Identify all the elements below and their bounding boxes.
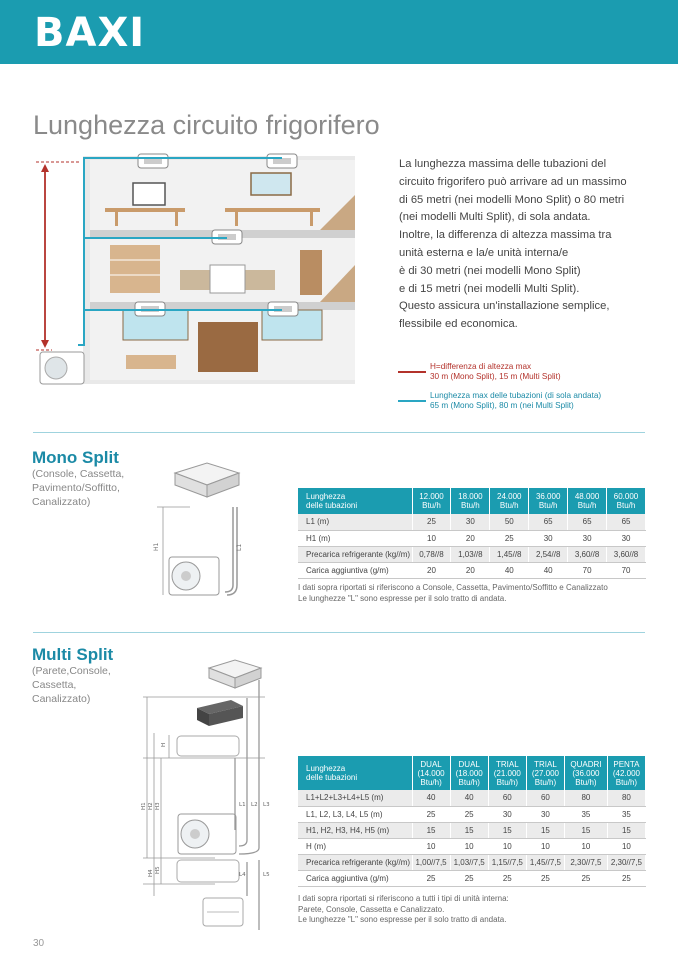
header-line: QUADRI [570,759,602,769]
legend [398,362,658,420]
intro-line: Inoltre, la differenza di altezza massima tra [399,229,612,242]
intro-line: La lunghezza massima delle tubazioni del [399,158,607,170]
table-cell: 10 [565,838,608,854]
bookshelf [110,245,160,293]
row-label: L1 (m) [298,514,412,530]
table-cell: 15 [565,822,608,838]
intro-line: flessibile ed economica. [399,318,518,331]
table-cell: 10 [526,838,564,854]
header-line: DUAL [458,759,480,769]
table-cell: 60 [526,790,564,806]
multi-header-first [298,756,412,790]
table-cell: 10 [450,838,488,854]
legend-length-line1: Lunghezza max delle tubazioni (di sola andata) [430,391,602,400]
table-cell: 2,54//8 [529,546,568,562]
mono-col-header [529,488,568,514]
header-line: 48.000 [574,492,600,501]
mono-cassette-unit [175,463,239,497]
subtitle-line: (Parete,Console, [32,665,111,677]
header-line: 18.000 [458,492,483,501]
subtitle-line: (Console, Cassetta, [32,468,125,480]
row-label: L1+L2+L3+L4+L5 (m) [298,790,412,806]
table-cell: 50 [490,514,529,530]
multi-split-table [298,756,646,887]
multi-l5-label: L5 [263,872,270,878]
header-line: Btu/h) [534,777,557,787]
table-cell: 25 [490,530,529,546]
table-cell: 3,60//8 [607,546,646,562]
table-row [298,790,646,806]
header-line: Btu/h [577,501,597,510]
header-line: (27.000 [531,768,559,778]
table-cell: 20 [451,530,490,546]
table-cell: 40 [529,562,568,578]
note-line: Parete, Console, Cassetta e Canalizzato. [298,904,445,914]
cassette-unit-2 [267,154,297,168]
mono-header-first [298,488,412,514]
multi-h3-label: H3 [155,802,161,810]
table-cell: 10 [412,530,451,546]
header-line: Btu/h [616,501,636,510]
table-row [298,514,646,530]
table-cell: 35 [607,806,645,822]
table-cell: 30 [568,530,607,546]
table-cell: 3,60//8 [568,546,607,562]
multi-h2-label: H2 [148,802,154,810]
legend-length [398,391,658,411]
table-cell: 70 [607,562,646,578]
floor-top [90,160,355,230]
table-cell: 10 [412,838,450,854]
table-cell: 25 [526,870,564,886]
building-illustration [30,150,360,390]
mono-h1-label: H1 [153,542,160,551]
row-label: H1 (m) [298,530,412,546]
row-label: L1, L2, L3, L4, L5 (m) [298,806,412,822]
ducted-unit [197,700,243,726]
table-cell: 25 [412,514,451,530]
header-line: Btu/h [499,501,519,510]
multi-col-header [565,756,608,790]
mono-split-subtitle [32,467,124,509]
table-top-floor-2 [225,208,320,212]
intro-line: (nei modelli Multi Split), di sola andata. [399,211,591,224]
table-cell: 25 [607,870,645,886]
multi-split-title: Multi Split [32,645,114,664]
table-cell: 25 [412,806,450,822]
subtitle-line: Pavimento/Soffitto, [32,482,120,494]
mono-col-header [490,488,529,514]
row-label: H1, H2, H3, H4, H5 (m) [298,822,412,838]
multi-l3-label: L3 [263,802,270,808]
table-cell: 30 [529,530,568,546]
table-row [298,870,646,886]
header-line: delle tubazioni [306,773,358,782]
table-row [298,838,646,854]
row-label: H (m) [298,838,412,854]
mono-outdoor-unit [169,557,219,595]
multi-h4-label: H4 [148,869,154,877]
table-cell: 60 [488,790,526,806]
table-cell: 40 [490,562,529,578]
header-line: TRIAL [534,759,557,769]
table-cell: 40 [450,790,488,806]
multi-col-header [526,756,564,790]
header-line: Btu/h) [575,777,597,787]
multi-col-header [607,756,645,790]
header-line: (14.000 [417,768,445,778]
section-divider [33,432,645,433]
header-line: Btu/h [422,501,441,510]
multi-col-header [488,756,526,790]
header-line: delle tubazioni [306,501,358,510]
note-line: I dati sopra riportati si riferiscono a tutti i tipi di unità interna: [298,894,509,903]
header-line: 36.000 [535,492,561,501]
multi-h5-label: H5 [155,866,161,874]
table-cell: 2,30//7,5 [607,854,645,870]
header-line: Btu/h) [458,777,480,787]
multi-l4-label: L4 [239,872,246,878]
table-row [298,530,646,546]
row-label: Precarica refrigerante (kg//m) [298,854,412,870]
table-cell: 65 [607,514,646,530]
multi-split-subtitle [32,664,111,706]
table-cell: 80 [607,790,645,806]
table-cell: 30 [607,530,646,546]
row-label: Carica aggiuntiva (g/m) [298,562,412,578]
table-cell: 15 [488,822,526,838]
intro-line: di 65 metri (nei modelli Mono Split) o 80 metri [399,193,625,206]
header-line: 24.000 [497,492,522,501]
header-line: (36.000 [572,768,600,778]
note-line: Le lunghezze "L" sono espresse per il solo tratto di andata. [298,593,507,603]
console-unit [203,898,243,926]
note-line: I dati sopra riportati si riferiscono a Console, Cassetta, Pavimento/Soffitto e Canalizzato [298,583,608,592]
header-line: Btu/h [538,501,558,510]
legend-red-swatch [398,371,426,373]
table-cell: 20 [412,562,451,578]
header-line: PENTA [613,759,640,769]
table-cell: 2,30//7,5 [565,854,608,870]
table-row [298,806,646,822]
table-cell: 35 [565,806,608,822]
header-line: Lunghezza [306,492,346,501]
tv-screen [133,183,165,205]
table-cell: 15 [412,822,450,838]
table-cell: 10 [607,838,645,854]
table-row [298,854,646,870]
multi-split-diagram [135,650,275,935]
multi-l2-label: L2 [251,802,258,808]
table-cell: 80 [565,790,608,806]
multi-col-header [412,756,450,790]
table-cell: 15 [607,822,645,838]
wall-unit-1 [177,736,239,756]
table-row [298,562,646,578]
mono-col-header [607,488,646,514]
intro-line: è di 30 metri (nei modelli Mono Split) [399,264,581,277]
mono-split-note [298,583,608,604]
multi-split-note [298,894,509,926]
mono-split-table [298,488,646,579]
mono-col-header [451,488,490,514]
header-line: Btu/h) [496,777,518,787]
height-arrow [36,162,80,350]
table-row [298,822,646,838]
row-label: Precarica refrigerante (kg//m) [298,546,412,562]
mono-split-diagram [145,455,255,605]
header-line: (18.000 [455,768,483,778]
table-cell: 25 [450,806,488,822]
mono-col-header [568,488,607,514]
wall-unit-2 [177,860,239,882]
cassette-unit-1 [138,154,168,168]
table-cell: 1,00//7,5 [412,854,450,870]
table-cell: 30 [526,806,564,822]
header-line: Btu/h [461,501,480,510]
table-cell: 30 [488,806,526,822]
header-line: 60.000 [613,492,639,501]
table-cell: 1,03//8 [451,546,490,562]
table-cell: 1,15//7,5 [488,854,526,870]
mono-col-header [412,488,451,514]
table-cell: 1,45//8 [490,546,529,562]
intro-line: Questo assicura un'installazione semplice, [399,300,610,313]
subtitle-line: Canalizzato) [32,496,91,508]
header-line: Btu/h) [420,777,442,787]
header-line: (42.000 [612,768,640,778]
table-cell: 40 [412,790,450,806]
table-cell: 65 [568,514,607,530]
table-row [298,546,646,562]
intro-line: e di 15 metri (nei modelli Multi Split). [399,282,580,295]
table-top-floor [105,208,185,212]
row-label: Carica aggiuntiva (g/m) [298,870,412,886]
sofa [126,355,176,369]
table-cell: 25 [565,870,608,886]
multi-col-header [450,756,488,790]
table-cell: 30 [451,514,490,530]
multi-l1-label: L1 [239,802,246,808]
legend-length-line2: 65 m (Mono Split), 80 m (nei Multi Split) [430,401,574,410]
multi-cassette-unit [209,660,261,688]
table-cell: 1,03//7,5 [450,854,488,870]
multi-h1-label: H1 [141,802,147,810]
table-cell: 25 [488,870,526,886]
outdoor-unit [40,352,84,384]
header-line: Btu/h) [615,777,638,787]
page-number: 30 [33,938,45,949]
table-cell: 20 [451,562,490,578]
note-line: Le lunghezze "L" sono espresse per il solo tratto di andata. [298,915,507,924]
intro-paragraph [399,156,649,334]
page-title: Lunghezza circuito frigorifero [33,110,380,140]
multi-outdoor-unit [178,814,236,854]
table-cell: 65 [529,514,568,530]
legend-blue-swatch [398,400,426,402]
table-cell: 1,45//7,5 [526,854,564,870]
subtitle-line: Canalizzato) [32,693,91,705]
header-line: DUAL [420,759,442,769]
mono-l1-label: L1 [236,543,243,551]
header-line: Lunghezza [306,764,346,773]
table-cell: 25 [450,870,488,886]
header-line: 12.000 [419,492,444,501]
legend-height-line2: 30 m (Mono Split), 15 m (Multi Split) [430,372,561,381]
table-cell: 15 [450,822,488,838]
intro-line: circuito frigorifero può arrivare ad un massimo [399,175,627,188]
legend-height-line1: H=differenza di altezza max [430,362,532,371]
multi-h-label: H [161,742,167,747]
map-frame [251,173,291,195]
table-cell: 25 [412,870,450,886]
header-line: (21.000 [493,768,521,778]
table-cell: 10 [488,838,526,854]
table-cell: 0,78//8 [412,546,451,562]
mono-split-title: Mono Split [32,448,119,467]
cabinet [198,322,258,372]
header-line: TRIAL [495,759,519,769]
section-divider [33,632,645,633]
subtitle-line: Cassetta, [32,679,77,691]
table-cell: 15 [526,822,564,838]
baxi-logo: BAXI [34,10,146,56]
legend-height [398,362,658,382]
intro-line: unità esterna e la/e unità interna/e [399,246,569,259]
table-cell: 70 [568,562,607,578]
